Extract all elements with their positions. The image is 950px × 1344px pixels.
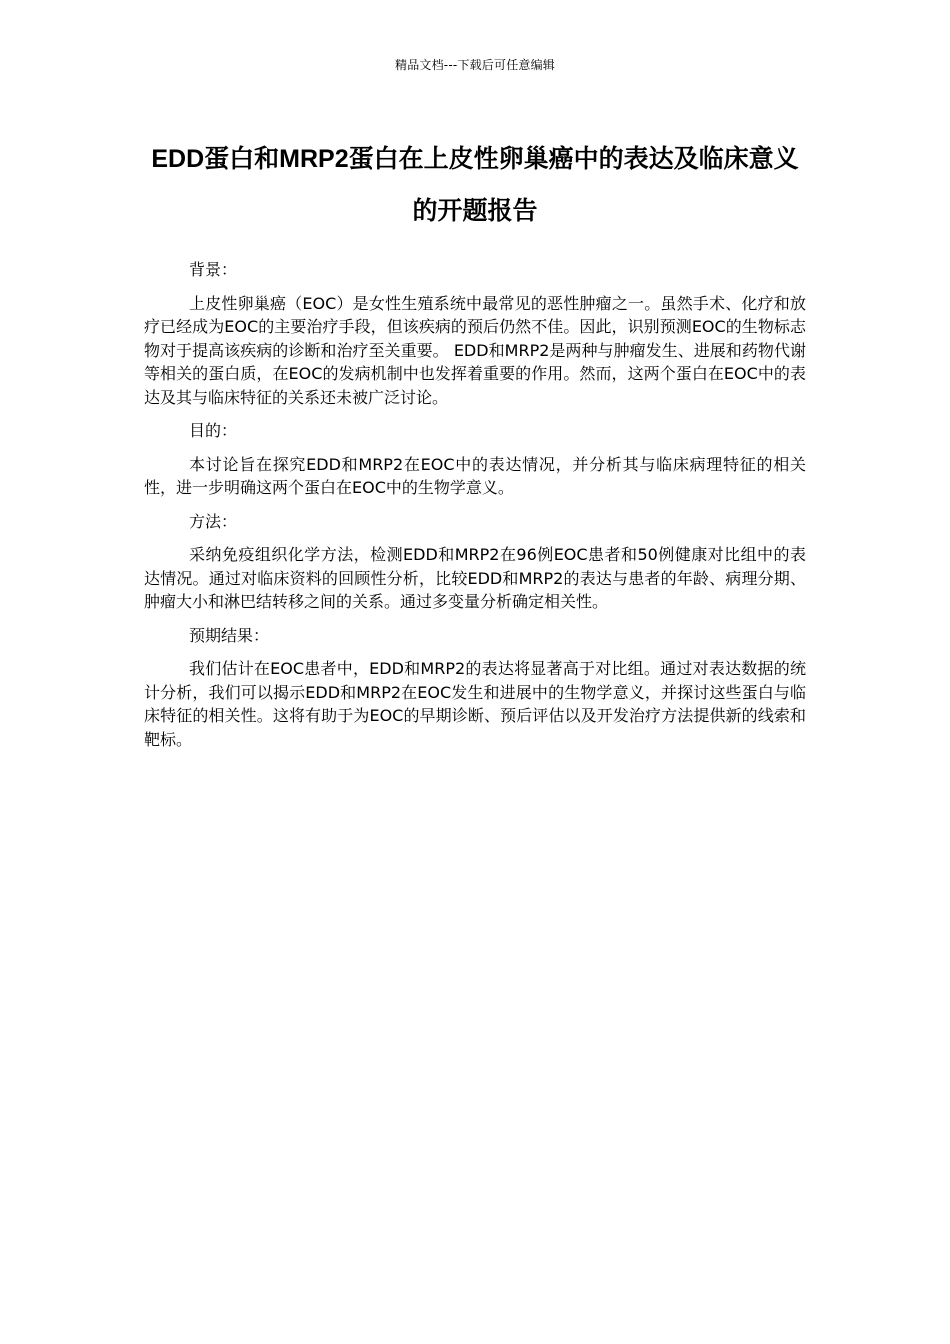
- section-text-methods: 采纳免疫组织化学方法，检测EDD和MRP2在96例EOC患者和50例健康对比组中的表达情况。通过对临床资料的回顾性分析，比较EDD和MRP2的表达与患者的年龄、病理分期、肿瘤大小和淋巴结转移之间的关系。通过多变量分析确定相关性。: [144, 545, 806, 611]
- section-text-expected-results: 我们估计在EOC患者中，EDD和MRP2的表达将显著高于对比组。通过对表达数据的统计分析，我们可以揭示EDD和MRP2在EOC发生和进展中的生物学意义，并探讨这些蛋白与临床特征的相关性。这将有助于为EOC的早期诊断、预后评估以及开发治疗方法提供新的线索和靶标。: [144, 659, 806, 749]
- header-note: 精品文档---下载后可任意编辑: [395, 58, 555, 72]
- section-text-purpose: 本讨论旨在探究EDD和MRP2在EOC中的表达情况，并分析其与临床病理特征的相关性，进一步明确这两个蛋白在EOC中的生物学意义。: [144, 454, 806, 497]
- section-label-expected-results: 预期结果：: [189, 625, 270, 645]
- section-label-purpose: 目的：: [189, 421, 238, 440]
- section-text-background: 上皮性卵巢癌（EOC）是女性生殖系统中最常见的恶性肿瘤之一。虽然手术、化疗和放疗已经成为EOC的主要治疗手段，但该疾病的预后仍然不佳。因此，识别预测EOC的生物标志物对于提高该疾病的诊断和治疗至关重要。 EDD和MRP2是两种与肿瘤发生、进展和药物代谢等相关的蛋白质，在EOC的发病机制中也发挥着重要的作用。然而，这两个蛋白在EOC中的表达及其与临床特征的关系还未被广泛讨论。: [144, 293, 806, 407]
- document-title: EDD蛋白和MRP2蛋白在上皮性卵巢癌中的表达及临床意义的开题报告: [151, 145, 799, 225]
- document-body: [144, 258, 806, 761]
- section-label-background: 背景：: [189, 260, 238, 279]
- section-label-methods: 方法：: [189, 511, 238, 531]
